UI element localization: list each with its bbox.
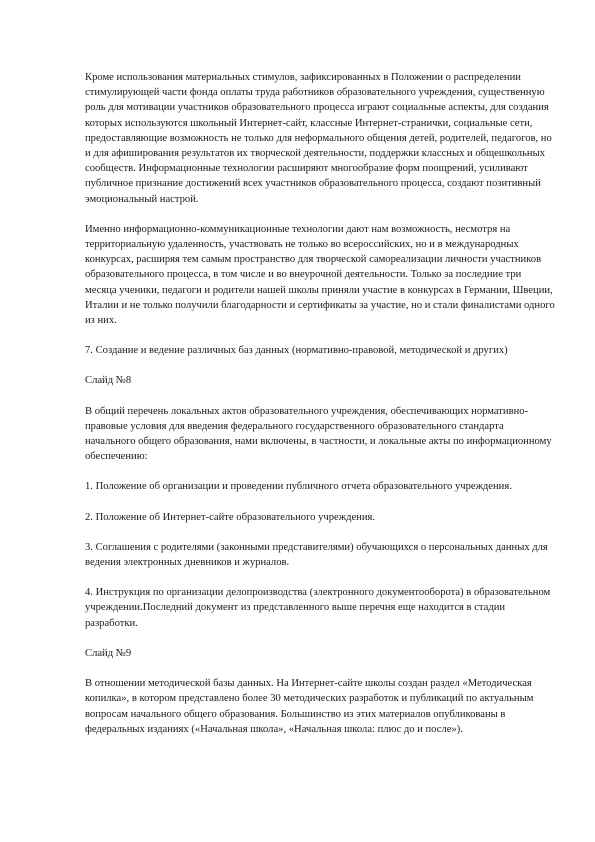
paragraph-ict-contests: Именно информационно-коммуникационные технологии дают нам возможность, несмотря на территориальную удаленность, участвовать не только во всероссийских, но и в международных конкурсах, расширяя тем самым пространство для творческой самореализации личности участников образовательного процесса, в том числе и во внеурочной деятельности. Только за последние три месяца ученики, педагоги и родители нашей школы приняли участие в конкурсах в Германии, Швеции, Италии и не только получили благодарности и сертификаты за участие, но и стали финалистами одного из них. [85, 223, 555, 327]
section-heading-databases: 7. Создание и ведение различных баз данных (нормативно-правовой, методической и других) [85, 345, 508, 357]
list-item-2: 2. Положение об Интернет-сайте образовательного учреждения. [85, 511, 376, 523]
list-item-3: 3. Соглашения с родителями (законными представителями) обучающихся о персональных данных для ведения электронных дневников и журналов. [85, 541, 548, 569]
paragraph-methodical-database: В отношении методической базы данных. На Интернет-сайте школы создан раздел «Методическая копилка», в котором представлено более 30 методических разработок и публикаций по актуальным вопросам начального общего образования. Большинство из этих материалов опубликованы в федеральных изданиях («Начальная школа», «Начальная школа: плюс до и после»). [85, 678, 534, 735]
list-item-4: 4. Инструкция по организации делопроизводства (электронного документооборота) в образовательном учреждении.Последний документ из представленного выше перечня еще находится в стадии разработки. [85, 587, 551, 629]
paragraph-motivation: Кроме использования материальных стимулов, зафиксированных в Положении о распределении стимулирующей части фонда оплаты труда работников образовательного учреждения, существенную роль для мотивации участников образовательного процесса играют социальные аспекты, для создания которых используются школьный Интернет-сайт, классные Интернет-странички, социальные сети, предоставляющие возможность не только для неформального общения детей, родителей, педагогов, но и для афиширования результатов их творческой деятельности, поддержки классных и общешкольных сообществ. Информационные технологии расширяют многообразие форм поощрений, усиливают публичное признание достижений всех участников образовательного процесса, создают позитивный эмоциональный настрой. [85, 72, 552, 205]
document-body [85, 70, 555, 737]
slide-label-8: Слайд №8 [85, 375, 132, 387]
paragraph-local-acts: В общий перечень локальных актов образовательного учреждения, обеспечивающих нормативно-правовые условия для введения федерального государственного образовательного стандарта начального общего образования, нами включены, в частности, и локальные акты по информационному обеспечению: [85, 405, 552, 463]
list-item-1: 1. Положение об организации и проведении публичного отчета образовательного учреждения. [85, 481, 512, 493]
slide-label-9: Слайд №9 [85, 647, 132, 659]
